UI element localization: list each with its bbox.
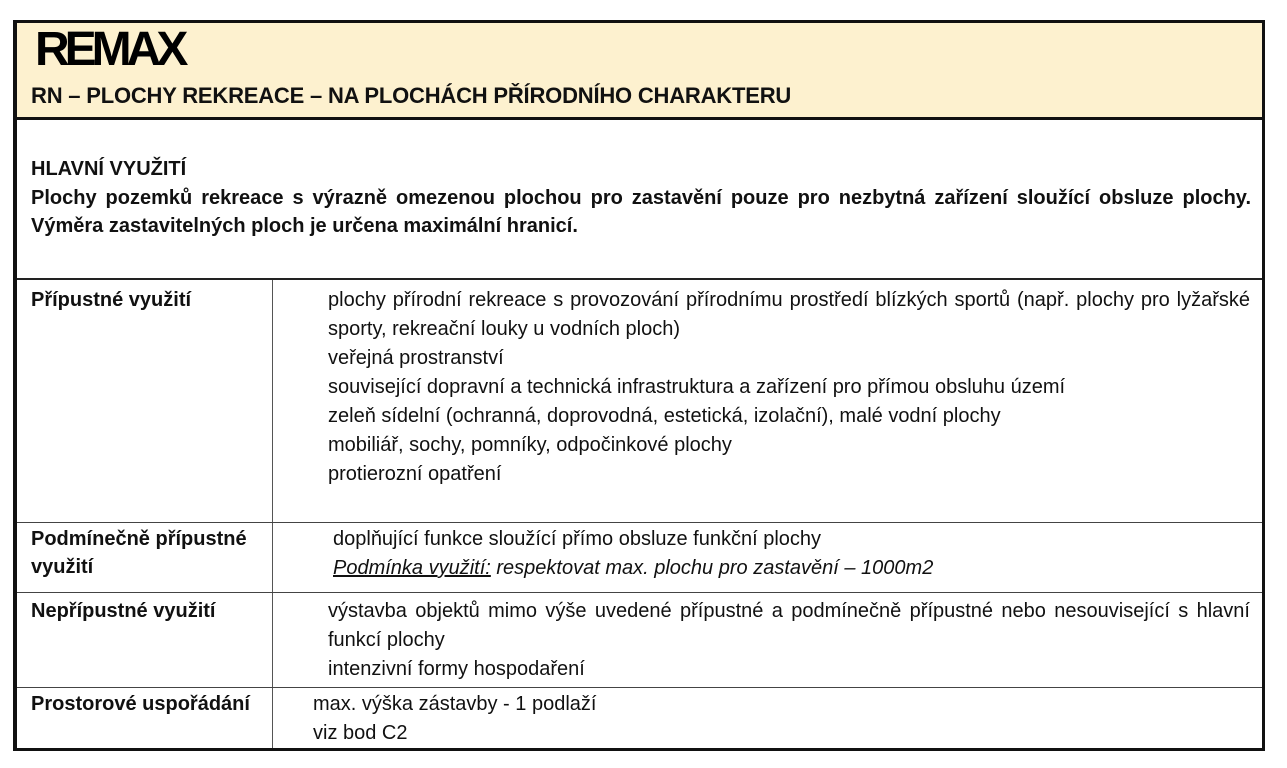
main-use-section [17,120,1262,280]
table-title: RN – PLOCHY REKREACE – NA PLOCHÁCH PŘÍRODNÍHO CHARAKTERU [31,83,792,108]
table-header [17,23,1262,120]
row-label: Nepřípustné využití [31,600,216,622]
list-item: plochy přírodní rekreace s provozování přírodnímu prostředí blízkých sportů (např. plochy pro lyžařské sporty, rekreační louky u vodních ploch) [328,289,1250,340]
row-label: Podmínečně přípustné využití [31,528,247,578]
table-row [17,280,1262,523]
list-item: viz bod C2 [313,722,408,744]
list-item: intenzivní formy hospodaření [328,658,585,680]
table-row [17,688,1262,751]
row-label: Přípustné využití [31,289,192,311]
row-values [328,286,1250,489]
list-item: související dopravní a technická infrastruktura a zařízení pro přímou obsluhu území [328,376,1066,398]
list-item: doplňující funkce sloužící přímo obsluze funkční plochy [333,528,822,550]
list-item: max. výška zástavby - 1 podlaží [313,693,597,715]
main-use-text: Plochy pozemků rekreace s výrazně omezenou plochou pro zastavění pouze pro nezbytná zařízení sloužící obsluze plochy. Výměra zastavitelných ploch je určena maximální hranicí. [31,187,1251,237]
condition-line [333,554,1255,583]
regulation-table [13,20,1265,751]
list-item: zeleň sídelní (ochranná, doprovodná, estetická, izolační), malé vodní plochy [328,405,1001,427]
row-label: Prostorové uspořádání [31,693,250,715]
table-row [17,523,1262,593]
remax-logo-watermark: REMAX [35,23,184,76]
table-row [17,593,1262,688]
row-values [328,597,1250,684]
list-item: veřejná prostranství [328,347,504,369]
list-item: protierozní opatření [328,463,502,485]
row-values [313,690,1235,748]
list-item: mobiliář, sochy, pomníky, odpočinkové plochy [328,434,732,456]
condition-label: Podmínka využití: [333,557,491,579]
condition-text: respektovat max. plochu pro zastavění – 1000m2 [490,557,934,579]
list-item: výstavba objektů mimo výše uvedené přípustné a podmínečně přípustné nebo nesouvisející s hlavní funkcí plochy [328,600,1250,651]
main-use-heading: HLAVNÍ VYUŽITÍ [31,158,187,180]
row-values [333,525,1255,583]
